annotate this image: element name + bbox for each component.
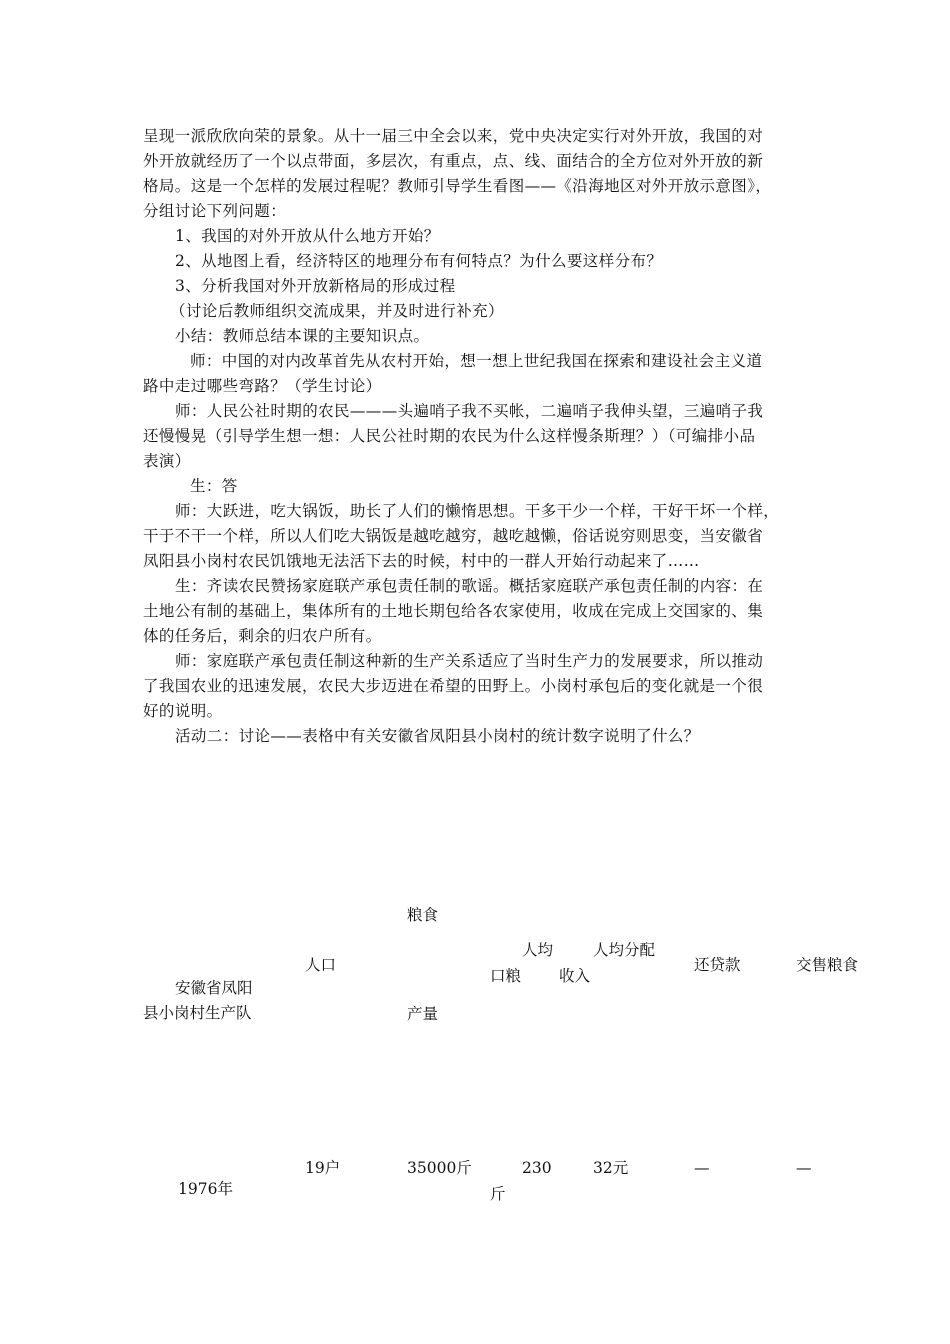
paragraph-line: 生：齐读农民赞扬家庭联产承包责任制的歌谣。概括家庭联产承包责任制的内容：在 <box>175 577 764 595</box>
row-population: 19户 <box>305 1159 341 1177</box>
question-item: 1、我国的对外开放从什么地方开始？ <box>175 227 440 245</box>
activity-heading: 活动二：讨论——表格中有关安徽省凤阳县小岗村的统计数字说明了什么？ <box>175 727 700 745</box>
question-item: 2、从地图上看，经济特区的地理分布有何特点？为什么要这样分布？ <box>175 252 663 270</box>
paragraph-line: 呈现一派欣欣向荣的景象。从十一届三中全会以来，党中央决定实行对外开放，我国的对 <box>143 127 764 145</box>
row-income: 32元 <box>593 1159 629 1177</box>
paragraph-line: 分组讨论下列问题： <box>143 202 287 220</box>
paragraph-line: 干于不干一个样，所以人们吃大锅饭是越吃越穷，越吃越懒，俗话说穷则思变，当安徽省 <box>143 527 764 545</box>
paragraph-line: 好的说明。 <box>143 702 223 720</box>
paragraph-line: （讨论后教师组织交流成果，并及时进行补充） <box>170 302 504 320</box>
header-ration: 人均 <box>522 941 554 959</box>
header-sell: 交售粮食 <box>796 956 859 974</box>
paragraph-line: 土地公有制的基础上，集体所有的土地长期包给各农家使用，收成在完成上交国家的、集 <box>143 602 764 620</box>
row-grain: 35000斤 <box>407 1159 472 1177</box>
paragraph-line: 体的任务后，剩余的归农户所有。 <box>143 627 382 645</box>
paragraph-line: 路中走过哪些弯路？（学生讨论） <box>143 377 382 395</box>
header-income: 收入 <box>559 967 591 985</box>
paragraph-line: 外开放就经历了一个以点带面，多层次，有重点，点、线、面结合的全方位对外开放的新 <box>143 152 764 170</box>
question-item: 3、分析我国对外开放新格局的形成过程 <box>175 277 456 295</box>
paragraph-line: 生：答 <box>190 477 238 495</box>
paragraph-line: 了我国农业的迅速发展，农民大步迈进在希望的田野上。小岗村承包后的变化就是一个很 <box>143 677 764 695</box>
paragraph-line: 表演） <box>143 452 191 470</box>
paragraph-line: 凤阳县小岗村农民饥饿地无法活下去的时候，村中的一群人开始行动起来了…… <box>143 552 700 570</box>
header-ration: 口粮 <box>490 967 522 985</box>
row-ration: 斤 <box>490 1185 506 1203</box>
paragraph-line: 师：家庭联产承包责任制这种新的生产关系适应了当时生产力的发展要求，所以推动 <box>175 652 764 670</box>
paragraph-line: 师：人民公社时期的农民———头遍哨子我不买帐，二遍哨子我伸头望，三遍哨子我 <box>175 402 764 420</box>
header-grain: 产量 <box>407 1005 439 1023</box>
paragraph-line: 师：中国的对内改革首先从农村开始，想一想上世纪我国在探索和建设社会主义道 <box>190 352 763 370</box>
row-sell: — <box>796 1159 812 1177</box>
header-unit: 安徽省凤阳 <box>175 979 253 997</box>
header-repay: 还贷款 <box>694 956 741 974</box>
header-population: 人口 <box>305 956 337 974</box>
row-ration: 230 <box>522 1159 552 1177</box>
paragraph-line: 师：大跃进，吃大锅饭，助长了人们的懒惰思想。干多干少一个样，干好干坏一个样， <box>175 502 780 520</box>
summary-line: 小结：教师总结本课的主要知识点。 <box>175 327 430 345</box>
paragraph-line: 还慢慢晃（引导学生想一想：人民公社时期的农民为什么这样慢条斯理？）（可编排小品 <box>143 427 756 445</box>
header-income: 人均分配 <box>593 941 656 959</box>
row-year: 1976年 <box>178 1180 233 1198</box>
row-repay: — <box>694 1159 710 1177</box>
paragraph-line: 格局。这是一个怎样的发展过程呢？教师引导学生看图——《沿海地区对外开放示意图》， <box>143 177 772 195</box>
header-grain: 粮食 <box>407 906 439 924</box>
header-unit: 县小岗村生产队 <box>143 1004 252 1022</box>
